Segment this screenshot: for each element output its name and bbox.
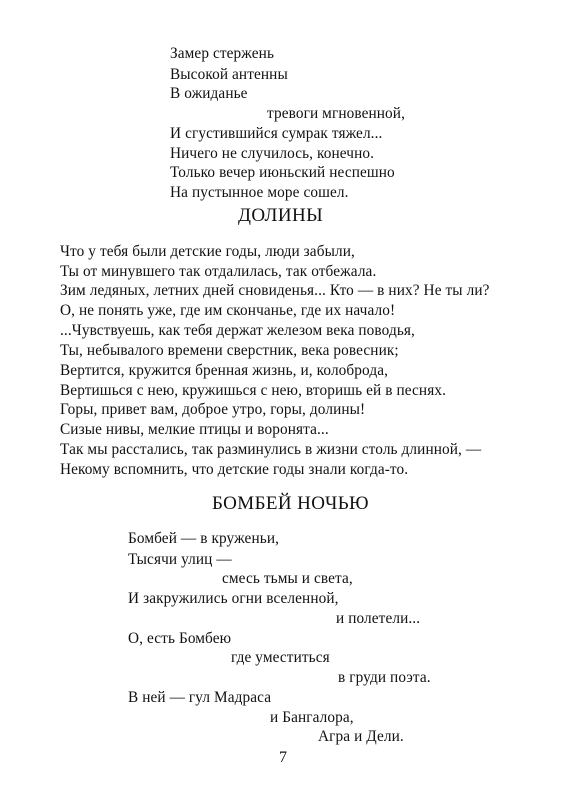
poem-line: И сгустившийся сумрак тяжел... xyxy=(170,125,383,142)
poem-line: и Бангалора, xyxy=(270,709,354,726)
poem-line: Так мы расстались, так разминулись в жизни столь длинной, — xyxy=(60,441,482,458)
poem-line: смесь тьмы и света, xyxy=(222,570,353,587)
poem-title: ДОЛИНЫ xyxy=(238,205,324,226)
poem-line: На пустынное море сошел. xyxy=(170,184,349,201)
poem-line: где уместиться xyxy=(231,649,330,666)
poem-line: Зим ледяных, летних дней сновиденья... Кто — в них? Не ты ли? xyxy=(60,282,490,299)
poem-line: Только вечер июньский неспешно xyxy=(170,164,395,181)
poem-line: Ты от минувшего так отдалилась, так отбежала. xyxy=(60,263,377,280)
poem-line: Ничего не случилось, конечно. xyxy=(170,145,375,162)
poem-line: Бомбей — в круженьи, xyxy=(128,530,280,547)
poem-line: Тысячи улиц — xyxy=(128,551,232,568)
poem-line: Вертишься с нею, кружишься с нею, вторишь ей в песнях. xyxy=(60,382,447,399)
poem-line: и полетели... xyxy=(336,610,421,627)
poem-line: в груди поэта. xyxy=(338,669,431,686)
poem-line: тревоги мгновенной, xyxy=(267,105,406,122)
poem-line: В ней — гул Мадраса xyxy=(128,689,272,706)
poem-title: БОМБЕЙ НОЧЬЮ xyxy=(212,493,369,514)
page-number: 7 xyxy=(279,749,287,766)
poem-line: О, не понять уже, где им скончанье, где их начало! xyxy=(60,302,396,319)
poem-line: Некому вспомнить, что детские годы знали когда-то. xyxy=(60,461,409,478)
poem-line: Замер стержень xyxy=(170,45,275,62)
poem-line: Агра и Дели. xyxy=(318,728,404,745)
poem-line: Ты, небывалого времени сверстник, века ровесник; xyxy=(60,342,399,359)
poem-line: Что у тебя были детские годы, люди забыли, xyxy=(60,243,355,260)
poem-line: О, есть Бомбею xyxy=(128,630,232,647)
poem-line: Сизые нивы, мелкие птицы и воронята... xyxy=(60,421,329,438)
poem-line: И закружились огни вселенной, xyxy=(128,590,339,607)
poem-line: Вертится, кружится бренная жизнь, и, колоброда, xyxy=(60,362,389,379)
poem-line: ...Чувствуешь, как тебя держат железом века поводья, xyxy=(60,322,415,339)
poem-line: В ожиданье xyxy=(170,85,248,102)
poem-line: Высокой антенны xyxy=(170,66,288,83)
poem-line: Горы, привет вам, доброе утро, горы, долины! xyxy=(60,401,366,418)
